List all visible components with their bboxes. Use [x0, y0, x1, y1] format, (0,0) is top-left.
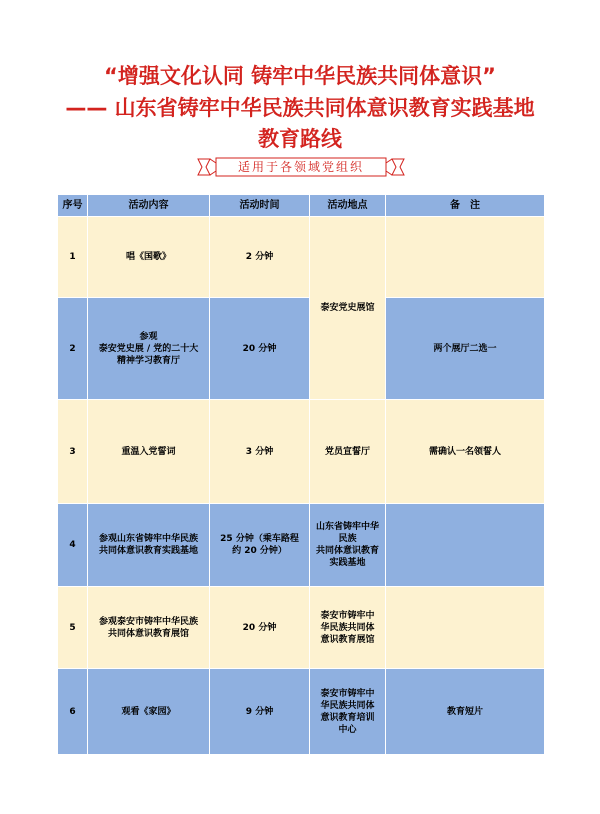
activity-note: 两个展厅二选一 [386, 298, 545, 400]
row-number: 5 [58, 587, 88, 669]
activity-content: 唱《国歌》 [88, 217, 210, 298]
activity-note [386, 587, 545, 669]
activity-location: 山东省铸牢中华民族 共同体意识教育 实践基地 [310, 504, 386, 587]
activity-time: 20 分钟 [210, 298, 310, 400]
activity-location: 党员宣誓厅 [310, 400, 386, 504]
page-title-line-3: 教育路线 [258, 127, 342, 151]
header-note: 备 注 [386, 195, 545, 217]
activity-note: 教育短片 [386, 669, 545, 755]
activity-content: 重温入党誓词 [88, 400, 210, 504]
header-time: 活动时间 [210, 195, 310, 217]
page-title-line-1: “增强文化认同 铸牢中华民族共同体意识” [104, 64, 496, 88]
table-header-row [58, 195, 545, 217]
activity-location: 泰安党史展馆 [310, 217, 386, 400]
table-row [58, 669, 545, 755]
activity-content: 参观山东省铸牢中华民族 共同体意识教育实践基地 [88, 504, 210, 587]
activity-time: 3 分钟 [210, 400, 310, 504]
activity-time: 9 分钟 [210, 669, 310, 755]
activity-content: 参观泰安市铸牢中华民族 共同体意识教育展馆 [88, 587, 210, 669]
audience-ribbon [196, 156, 406, 178]
header-content: 活动内容 [88, 195, 210, 217]
activity-content: 观看《家园》 [88, 669, 210, 755]
row-number: 6 [58, 669, 88, 755]
row-number: 3 [58, 400, 88, 504]
table-row [58, 400, 545, 504]
table-row [58, 217, 545, 298]
activity-note [386, 217, 545, 298]
row-number: 2 [58, 298, 88, 400]
page-title-line-2: —— 山东省铸牢中华民族共同体意识教育实践基地 [65, 96, 535, 120]
route-table [57, 194, 545, 755]
header-location: 活动地点 [310, 195, 386, 217]
activity-content: 参观 泰安党史展 / 党的二十大 精神学习教育厅 [88, 298, 210, 400]
activity-note [386, 504, 545, 587]
row-number: 1 [58, 217, 88, 298]
activity-location: 泰安市铸牢中 华民族共同体 意识教育展馆 [310, 587, 386, 669]
table-row [58, 587, 545, 669]
activity-time: 25 分钟（乘车路程 约 20 分钟） [210, 504, 310, 587]
header-no: 序号 [58, 195, 88, 217]
activity-note: 需确认一名领誓人 [386, 400, 545, 504]
activity-time: 2 分钟 [210, 217, 310, 298]
ribbon-text: 适用于各领域党组织 [237, 160, 364, 174]
table-row [58, 298, 545, 400]
row-number: 4 [58, 504, 88, 587]
table-row [58, 504, 545, 587]
activity-time: 20 分钟 [210, 587, 310, 669]
activity-location: 泰安市铸牢中 华民族共同体 意识教育培训 中心 [310, 669, 386, 755]
